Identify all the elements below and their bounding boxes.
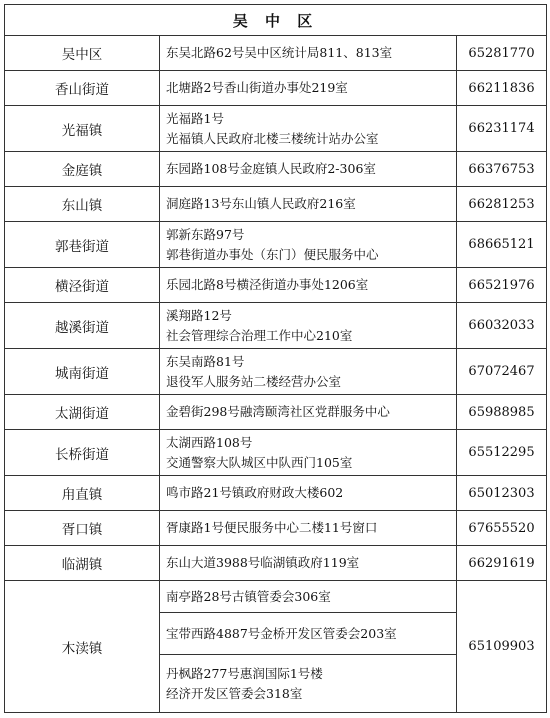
address-line: 乐园北路8号横泾街道办事处1206室: [166, 277, 369, 292]
district-name: 胥口镇: [5, 511, 160, 546]
table-row: [5, 511, 547, 546]
address-line: 东吴南路81号: [166, 353, 245, 369]
address-cell: [160, 655, 457, 713]
address-line: 鸣市路21号镇政府财政大楼602: [166, 485, 344, 500]
address-line: 洞庭路13号东山镇人民政府216室: [166, 196, 356, 211]
address-cell: [160, 613, 457, 655]
district-name: 东山镇: [5, 187, 160, 222]
address-cell: [160, 511, 457, 546]
table-row: [5, 106, 547, 152]
contact-table: [4, 4, 547, 713]
address-line: 光福镇人民政府北楼三楼统计站办公室: [166, 130, 379, 146]
address-line: 胥康路1号便民服务中心二楼11号窗口: [166, 520, 378, 535]
phone-number: 67655520: [457, 511, 547, 546]
address-cell: [160, 268, 457, 303]
address-line: 东山大道3988号临湖镇政府119室: [166, 555, 360, 570]
table-row: [5, 303, 547, 349]
address-line: 郭巷街道办事处（东门）便民服务中心: [166, 246, 379, 262]
address-cell: [160, 222, 457, 268]
table-row: [5, 222, 547, 268]
phone-number: 66211836: [457, 71, 547, 106]
phone-number: 66281253: [457, 187, 547, 222]
district-name: 郭巷街道: [5, 222, 160, 268]
phone-number: 66291619: [457, 546, 547, 581]
district-name: 木渎镇: [5, 581, 160, 713]
district-name: 长桥街道: [5, 430, 160, 476]
phone-number: 65012303: [457, 476, 547, 511]
address-cell: [160, 395, 457, 430]
table-row: [5, 36, 547, 71]
district-name: 横泾街道: [5, 268, 160, 303]
phone-number: 66376753: [457, 152, 547, 187]
phone-number: 68665121: [457, 222, 547, 268]
table-row: [5, 268, 547, 303]
address-line: 光福路1号: [166, 110, 224, 126]
district-name: 太湖街道: [5, 395, 160, 430]
address-cell: [160, 476, 457, 511]
phone-number: 65988985: [457, 395, 547, 430]
address-cell: [160, 71, 457, 106]
district-name: 城南街道: [5, 349, 160, 395]
address-cell: [160, 430, 457, 476]
phone-number: 65109903: [457, 581, 547, 713]
table-row: [5, 395, 547, 430]
phone-number: 65512295: [457, 430, 547, 476]
address-line: 东吴北路62号吴中区统计局811、813室: [166, 45, 393, 60]
address-line: 金碧街298号融湾颐湾社区党群服务中心: [166, 404, 390, 419]
table-row: [5, 187, 547, 222]
address-line: 东园路108号金庭镇人民政府2-306室: [166, 161, 376, 176]
table-row: [5, 476, 547, 511]
phone-number: 66521976: [457, 268, 547, 303]
table-row: [5, 349, 547, 395]
table-row: [5, 546, 547, 581]
table-row: [5, 152, 547, 187]
district-name: 金庭镇: [5, 152, 160, 187]
address-line: 郭新东路97号: [166, 226, 245, 242]
address-line: 溪翔路12号: [166, 307, 232, 323]
table-row: [5, 430, 547, 476]
district-name: 临湖镇: [5, 546, 160, 581]
address-cell: [160, 303, 457, 349]
address-line: 退役军人服务站二楼经营办公室: [166, 373, 342, 389]
district-name: 光福镇: [5, 106, 160, 152]
address-cell: [160, 106, 457, 152]
table-row: [5, 71, 547, 106]
district-name: 甪直镇: [5, 476, 160, 511]
address-line: 经济开发区管委会318室: [166, 685, 303, 701]
address-cell: [160, 187, 457, 222]
address-cell: [160, 36, 457, 71]
title-row: [5, 5, 547, 36]
address-line: 社会管理综合治理工作中心210室: [166, 327, 353, 343]
address-cell: [160, 152, 457, 187]
district-name: 越溪街道: [5, 303, 160, 349]
table-title: 吴 中 区: [5, 5, 547, 36]
address-line: 丹枫路277号惠润国际1号楼: [166, 665, 323, 681]
address-line: 太湖西路108号: [166, 434, 253, 450]
address-line: 北塘路2号香山街道办事处219室: [166, 80, 348, 95]
phone-number: 65281770: [457, 36, 547, 71]
table-row: [5, 581, 547, 613]
address-cell: [160, 581, 457, 613]
address-line: 宝带西路4887号金桥开发区管委会203室: [166, 625, 397, 641]
phone-number: 67072467: [457, 349, 547, 395]
phone-number: 66032033: [457, 303, 547, 349]
address-cell: [160, 546, 457, 581]
address-cell: [160, 349, 457, 395]
district-name: 吴中区: [5, 36, 160, 71]
address-line: 南亭路28号古镇管委会306室: [166, 588, 331, 604]
district-name: 香山街道: [5, 71, 160, 106]
phone-number: 66231174: [457, 106, 547, 152]
address-line: 交通警察大队城区中队西门105室: [166, 454, 353, 470]
